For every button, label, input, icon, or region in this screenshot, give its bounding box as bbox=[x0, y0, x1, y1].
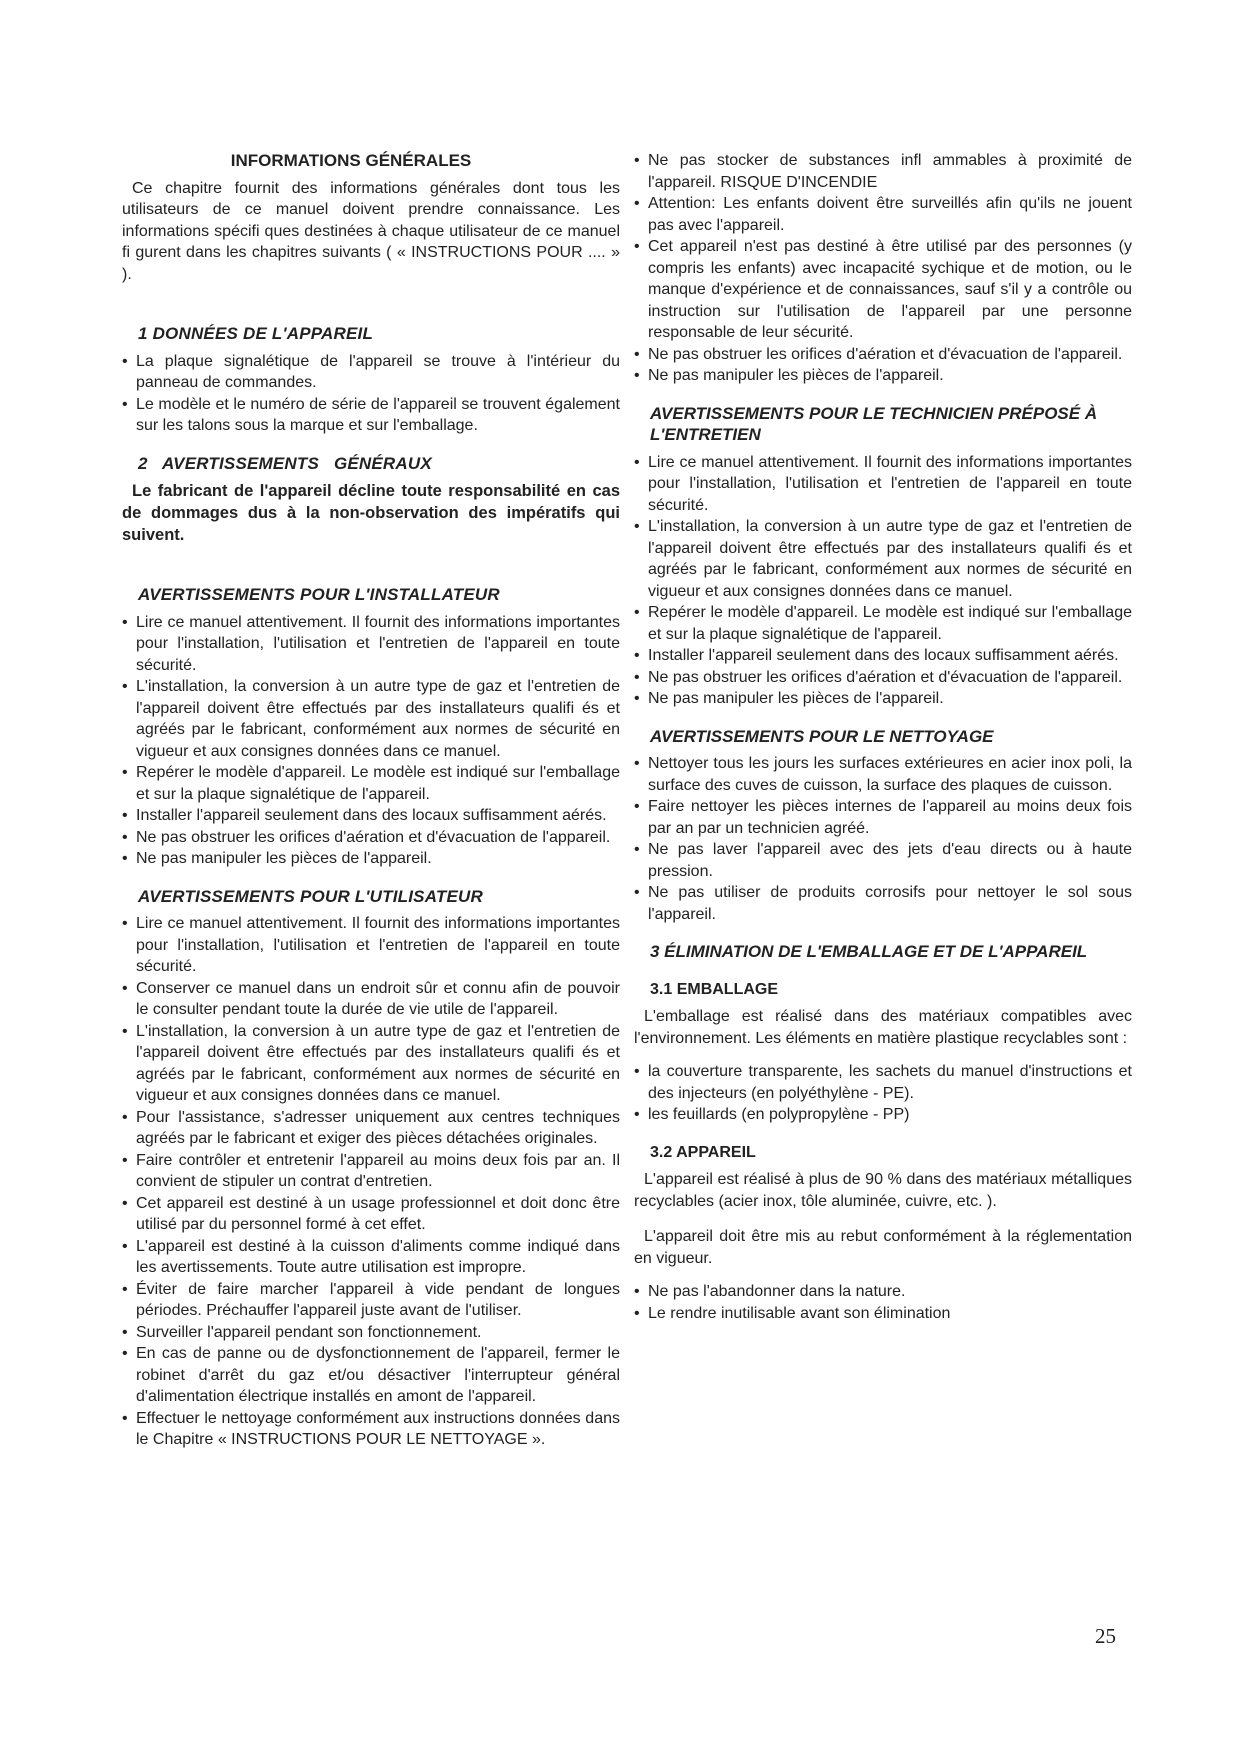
list-item: • Repérer le modèle d'appareil. Le modèle est indiqué sur l'emballage et sur la plaque signalétique de l'appareil. bbox=[634, 602, 1132, 645]
list-item: • Repérer le modèle d'appareil. Le modèle est indiqué sur l'emballage et sur la plaque signalétique de l'appareil. bbox=[122, 762, 620, 805]
list-item: • Lire ce manuel attentivement. Il fournit des informations importantes pour l'installation, l'utilisation et l'entretien de l'appareil en toute sécurité. bbox=[634, 452, 1132, 517]
intro-paragraph: Ce chapitre fournit des informations générales dont tous les utilisateurs de ce manuel doivent prendre connaissance. Les informations spécifi ques destinées à chaque utilisateur de ce manuel fi gurent dans les chapitres suivants ( « INSTRUCTIONS POUR .... » ). bbox=[122, 179, 620, 283]
list-item: • Ne pas laver l'appareil avec des jets d'eau directs ou à haute pression. bbox=[634, 839, 1132, 882]
appliance-disposal-list bbox=[634, 1281, 1132, 1324]
list-item: • Surveiller l'appareil pendant son fonctionnement. bbox=[122, 1322, 620, 1344]
right-column bbox=[634, 150, 1132, 1324]
list-item: • Attention: Les enfants doivent être surveillés afin qu'ils ne jouent pas avec l'appareil. bbox=[634, 193, 1132, 236]
list-item: • Nettoyer tous les jours les surfaces extérieures en acier inox poli, la surface des cuves de cuisson, la surface des plaques de cuisson. bbox=[634, 753, 1132, 796]
list-item: • Effectuer le nettoyage conformément aux instructions données dans le Chapitre « INSTRUCTIONS POUR LE NETTOYAGE ». bbox=[122, 1408, 620, 1451]
heading-appliance: 3.2 APPAREIL bbox=[650, 1143, 756, 1161]
list-item: • Lire ce manuel attentivement. Il fournit des informations importantes pour l'installation, l'utilisation et l'entretien de l'appareil en toute sécurité. bbox=[122, 612, 620, 677]
list-item: • Ne pas utiliser de produits corrosifs pour nettoyer le sol sous l'appareil. bbox=[634, 882, 1132, 925]
section-title-general-info: INFORMATIONS GÉNÉRALES bbox=[230, 151, 472, 170]
list-item: • Faire contrôler et entretenir l'appareil au moins deux fois par an. Il convient de stipuler un contrat d'entretien. bbox=[122, 1150, 620, 1193]
list-item: • Cet appareil n'est pas destiné à être utilisé par des personnes (y compris les enfants) avec incapacité sychique et de motion, ou le manque d'expérience et de connaissances, sauf s'il y a contrôle ou instruction sur l'utilisation de l'appareil par une personne responsable de leur sécurité. bbox=[634, 236, 1132, 344]
list-item: • Ne pas l'abandonner dans la nature. bbox=[634, 1281, 1132, 1303]
list-item: • Ne pas manipuler les pièces de l'appareil. bbox=[634, 688, 1132, 710]
list-item: • Ne pas obstruer les orifices d'aération et d'évacuation de l'appareil. bbox=[122, 827, 620, 849]
device-data-list bbox=[122, 351, 620, 437]
heading-device-data: 1 DONNÉES DE L'APPAREIL bbox=[138, 324, 374, 343]
appliance-disposal-paragraph: L'appareil doit être mis au rebut conformément à la réglementation en vigueur. bbox=[634, 1228, 1132, 1267]
heading-disposal: 3 ÉLIMINATION DE L'EMBALLAGE ET DE L'APPAREIL bbox=[650, 942, 1088, 961]
general-warnings-continued-list bbox=[634, 150, 1132, 387]
list-item: • La plaque signalétique de l'appareil se trouve à l'intérieur du panneau de commandes. bbox=[122, 351, 620, 394]
list-item: • L'installation, la conversion à un autre type de gaz et l'entretien de l'appareil doivent être effectués par des installateurs qualifi és et agréés par le fabricant, conformément aux normes de sécurité en vigueur et aux consignes données dans ce manuel. bbox=[122, 676, 620, 762]
installer-warnings-list bbox=[122, 612, 620, 870]
list-item: • Ne pas stocker de substances infl ammables à proximité de l'appareil. RISQUE D'INCENDIE bbox=[634, 150, 1132, 193]
user-warnings-list bbox=[122, 913, 620, 1451]
heading-user-warnings: AVERTISSEMENTS POUR L'UTILISATEUR bbox=[138, 886, 483, 906]
heading-cleaning-warnings: AVERTISSEMENTS POUR LE NETTOYAGE bbox=[650, 726, 994, 746]
heading-general-warnings: 2 AVERTISSEMENTS GÉNÉRAUX bbox=[138, 453, 432, 473]
list-item: • Ne pas manipuler les pièces de l'appareil. bbox=[122, 848, 620, 870]
heading-technician-warnings: AVERTISSEMENTS POUR LE TECHNICIEN PRÉPOSÉ À L'ENTRETIEN bbox=[650, 403, 1098, 444]
list-item: • Faire nettoyer les pièces internes de l'appareil au moins deux fois par an par un technicien agréé. bbox=[634, 796, 1132, 839]
packaging-materials-list bbox=[634, 1061, 1132, 1126]
packaging-paragraph: L'emballage est réalisé dans des matériaux compatibles avec l'environnement. Les éléments en matière plastique recyclables sont : bbox=[634, 1008, 1132, 1047]
list-item: • L'installation, la conversion à un autre type de gaz et l'entretien de l'appareil doivent être effectués par des installateurs qualifi és et agréés par le fabricant, conformément aux normes de sécurité en vigueur et aux consignes données dans ce manuel. bbox=[634, 516, 1132, 602]
cleaning-warnings-list bbox=[634, 753, 1132, 925]
technician-warnings-list bbox=[634, 452, 1132, 710]
list-item: • Ne pas obstruer les orifices d'aération et d'évacuation de l'appareil. bbox=[634, 344, 1132, 366]
list-item: • L'appareil est destiné à la cuisson d'aliments comme indiqué dans les avertissements. Toute autre utilisation est impropre. bbox=[122, 1236, 620, 1279]
list-item: • Ne pas obstruer les orifices d'aération et d'évacuation de l'appareil. bbox=[634, 667, 1132, 689]
list-item: • Le modèle et le numéro de série de l'appareil se trouvent également sur les talons sous la marque et sur l'emballage. bbox=[122, 394, 620, 437]
list-item: • Conserver ce manuel dans un endroit sûr et connu afin de pouvoir le consulter pendant toute la durée de vie utile de l'appareil. bbox=[122, 978, 620, 1021]
list-item: • la couverture transparente, les sachets du manuel d'instructions et des injecteurs (en polyéthylène - PE). bbox=[634, 1061, 1132, 1104]
list-item: • les feuillards (en polypropylène - PP) bbox=[634, 1104, 1132, 1126]
heading-packaging: 3.1 EMBALLAGE bbox=[650, 980, 779, 998]
list-item: • En cas de panne ou de dysfonctionnement de l'appareil, fermer le robinet d'arrêt du gaz et/ou désactiver l'interrupteur général d'alimentation électrique installés en amont de l'appareil. bbox=[122, 1343, 620, 1408]
list-item: • Installer l'appareil seulement dans des locaux suffisamment aérés. bbox=[634, 645, 1132, 667]
page-number: 25 bbox=[1095, 1624, 1116, 1648]
list-item: • Cet appareil est destiné à un usage professionnel et doit donc être utilisé par du personnel formé à cet effet. bbox=[122, 1193, 620, 1236]
list-item: • Installer l'appareil seulement dans des locaux suffisamment aérés. bbox=[122, 805, 620, 827]
list-item: • Le rendre inutilisable avant son élimination bbox=[634, 1303, 1132, 1325]
list-item: • Pour l'assistance, s'adresser uniquement aux centres techniques agréés par le fabricant et exiger des pièces détachées originales. bbox=[122, 1107, 620, 1150]
heading-installer-warnings: AVERTISSEMENTS POUR L'INSTALLATEUR bbox=[138, 585, 500, 604]
list-item: • Lire ce manuel attentivement. Il fournit des informations importantes pour l'installation, l'utilisation et l'entretien de l'appareil en toute sécurité. bbox=[122, 913, 620, 978]
list-item: • Éviter de faire marcher l'appareil à vide pendant de longues périodes. Préchauffer l'appareil juste avant de l'utiliser. bbox=[122, 1279, 620, 1322]
list-item: • L'installation, la conversion à un autre type de gaz et l'entretien de l'appareil doivent être effectués par des installateurs qualifi és et agréés par le fabricant, conformément aux normes de sécurité en vigueur et aux consignes données dans ce manuel. bbox=[122, 1021, 620, 1107]
left-column bbox=[122, 150, 620, 1451]
list-item: • Ne pas manipuler les pièces de l'appareil. bbox=[634, 365, 1132, 387]
appliance-recycling-paragraph: L'appareil est réalisé à plus de 90 % dans des matériaux métalliques recyclables (acier inox, tôle aluminée, cuivre, etc. ). bbox=[634, 1171, 1132, 1210]
liability-statement: Le fabricant de l'appareil décline toute responsabilité en cas de dommages dus à la non-observation des impératifs qui suivent. bbox=[122, 482, 620, 544]
